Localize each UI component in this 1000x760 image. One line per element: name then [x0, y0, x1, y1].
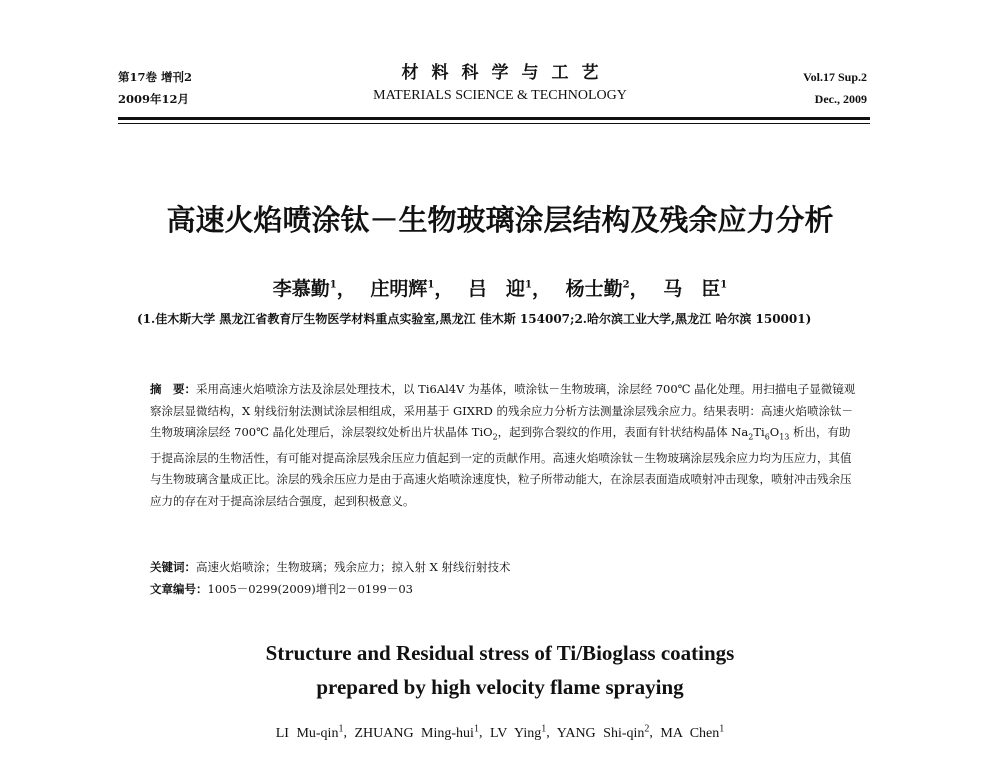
volume-cn: 第17卷 增刊2	[118, 70, 193, 84]
author-cn: 马 臣$^1$	[663, 278, 728, 300]
author-en: ZHUANG Ming-hui$^1$	[354, 723, 479, 741]
keywords	[150, 559, 860, 575]
abstract: 摘 要：采用高速火焰喷涂方法及涂层处理技术，以 Ti6Al4V 为基体，喷涂钛－生物玻璃，涂层经 700℃ 晶化处理。用扫描电子显微镜观察涂层显微结构，X 射线衍射法测试涂层相组成，采用基于 GIXRD 的残余应力分析方法测量涂层残余应力。结果表明：高速火焰喷涂钛－生物玻璃涂层经 700℃ 晶化处理后，涂层裂纹处析出片状晶体 TiO$_2$，起到弥合裂纹的作用，表面有针状结构晶体 $Na_2Ti_6O_{13}$ 析出，有助于提高涂层的生物活性，有可能对提高涂层残余压应力值起到一定的贡献作用。高速火焰喷涂钛－生物玻璃涂层残余应力均为压应力，其值与生物玻璃含量成正比。涂层的残余压应力是由于高速火焰喷涂速度快，粒子所带动能大，在涂层表面造成喷射冲击现象，喷射冲击残余压应力的存在对于提高涂层结合强度，起到积极意义。	[150, 382, 856, 508]
header-rule-thick	[118, 117, 870, 120]
author-cn: 庄明辉$^1$	[370, 278, 435, 300]
journal-name-cn: 材料科学与工艺	[401, 63, 612, 83]
title-en-line1: Structure and Residual stress of Ti/Bioglass coatings	[265, 641, 735, 665]
journal-header	[300, 60, 700, 106]
author-cn: 李慕勤$^1$	[272, 278, 337, 300]
paper-title-cn: 高速火焰喷涂钛－生物玻璃涂层结构及残余应力分析	[166, 203, 834, 237]
date-cn: 2009年12月	[118, 92, 190, 106]
volume-en: Vol.17 Sup.2	[803, 70, 867, 84]
author-list-cn: 李慕勤$^1$， 庄明辉$^1$， 吕 迎$^1$， 杨士勤$^2$， 马 臣$^1$	[272, 278, 728, 300]
header-rule-thin	[118, 123, 870, 124]
author-cn: 吕 迎$^1$	[468, 278, 532, 300]
article-number-label: 文章编号：	[150, 582, 208, 596]
article-number-text: 1005－0299(2009)增刊2－0199－03	[207, 582, 413, 596]
date-en: Dec., 2009	[814, 92, 867, 106]
affiliation: (1.佳木斯大学 黑龙江省教育厅生物医学材料重点实验室,黑龙江 佳木斯 154007;2.哈尔滨工业大学,黑龙江 哈尔滨 150001)	[137, 312, 812, 326]
author-en: LV Ying$^1$	[489, 723, 547, 741]
abstract-label: 摘 要：	[150, 382, 196, 396]
author-en: MA Chen$^1$	[660, 723, 725, 741]
keywords-text: 高速火焰喷涂；生物玻璃；残余应力；掠入射 X 射线衍射技术	[196, 560, 511, 574]
header-volume-info-en	[803, 66, 867, 110]
keywords-label: 关键词：	[150, 560, 196, 574]
paper-title-en	[100, 636, 900, 704]
article-number	[150, 581, 860, 597]
title-en-line2: prepared by high velocity flame spraying	[316, 675, 684, 699]
author-en: YANG Shi-qin$^2$	[556, 723, 650, 741]
author-en: LI Mu-qin$^1$	[275, 723, 344, 741]
author-list-en: LI Mu-qin$^1$, ZHUANG Ming-hui$^1$, LV Ying$^1$, YANG Shi-qin$^2$, MA Chen$^1$	[275, 723, 725, 741]
author-cn: 杨士勤$^2$	[565, 278, 630, 300]
header-volume-info	[118, 66, 192, 110]
journal-name-en: MATERIALS SCIENCE & TECHNOLOGY	[373, 88, 627, 103]
